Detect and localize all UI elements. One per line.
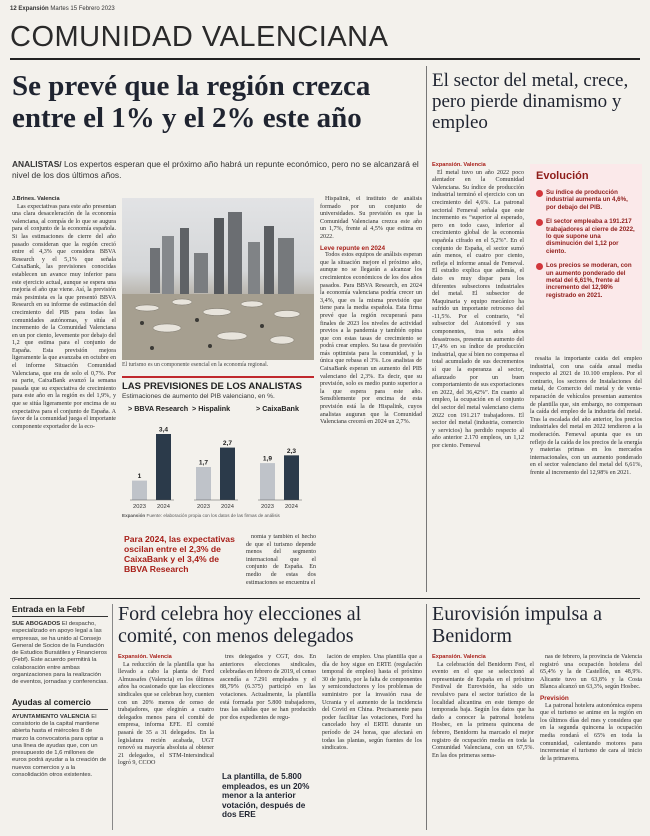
data-label: 2,3 (286, 447, 297, 455)
briefs-divider (112, 604, 113, 830)
column-divider (426, 66, 427, 592)
metal-col-1 (432, 162, 524, 592)
evolution-item-text: El sector empleaba a 191.217 trabajadores al cierre de 2022, lo que supone una disminución del 1,12 por ciento. (546, 218, 635, 255)
ford-col-2 (220, 654, 316, 768)
main-subhead (12, 159, 420, 180)
eurovision-col-2 (540, 654, 642, 830)
subhead-text: Los expertos esperan que el próximo año habrá un repunte económico, pero no se alcanzará el nivel de los dos últimos años. (12, 159, 419, 180)
chart-subtitle: Estimaciones de aumento del PIB valenciano, en %. (122, 393, 275, 400)
chart-source: Fuente: elaboración propia con los datos de las firmas de análisis (146, 513, 280, 518)
bar-chart (122, 402, 314, 512)
eurovision-subheading: Previsión (540, 694, 569, 702)
main-col-3-text-b: Todos estos equipos de análisis esperan que la situación mejore el próximo año, aunque no se llegarán a alcanzar los crecimientos económicos de los dos años pasados. Para BBVA Research, en 2024 la economía valenciana podría crecer un 3,4%, que es la misma previsión que tiene para la media española. Esta firma prevé que la región recuperará para finales de 2023 los niveles de actividad previos a la pandemia y también opina que con estas tasas de crecimiento se podrá crear empleo. Su tasa de previsión más optimista para la comunidad, y la única que rebasa el 3%. Los analistas de CaixaBank esperan un aumento del PIB valenciano del 2,3%. Es decir, que su previsión, solo es medio punto superior a la que espera para este año. Sensiblemente por encima de esta previsión está la de Hispalink, cuyos analistas auguran que la Comunidad Valenciana crecerá en 2024 un 2,7%. (320, 252, 422, 426)
eurovision-col-2-text: nas de febrero, la provincia de Valencia registró una ocupación hotelera del 65,4% y la de Castellón, un 48,9%. Alicante tuvo un 63,8% y la Costa Blanca alcanzó un 63,3%, según Hosbec. (540, 654, 642, 691)
ford-col-3-text: lación de empleo. Una plantilla que a día de hoy sigue en ERTE (regulación temporal de empleo) hasta el próximo 30 de junio, por la falta de componentes y semiconductores y los problemas de suministro por la invasión rusa de Ucrania y el aumento de la incidencia del Covid en China. Precisamente para poder facilitar las votaciones, Ford ha cancelado hoy el ERTE durante un período de 24 horas, que afectará en todas las plantas, según fuentes de los sindicatos. (322, 654, 422, 752)
eurovision-col-2-text-b: La patronal hotelera autonómica espera que el turismo se anime en la región en los últimos días del mes y considera que en la segunda quincena la ocupación media rondará el 65% en toda la comunidad, calentando motores para incrementar el turismo de cara al inicio de la primavera. (540, 702, 642, 762)
brief-febf-text: El despacho, especializado en apoyo legal a las empresas, se ha unido al Consejo General de Socios de la Fundación de Estudios Bursátiles y Financieros (Febf). Este acuerdo permitirá la colaboración entre ambas organizaciones para la realización de eventos, jornadas y conferencias. (12, 621, 108, 686)
bar (132, 481, 147, 500)
bar (196, 467, 211, 500)
tick-label: 2023 (261, 504, 274, 510)
issue-date: Martes 15 Febrero 2023 (50, 6, 115, 12)
brief-febf-lead: SUE ABOGADOS (12, 621, 61, 627)
bullet-dot-icon (536, 219, 543, 226)
eurovision-byline: Expansión. Valencia (432, 654, 486, 660)
kicker: ANALISTAS/ (12, 159, 62, 169)
main-col-3-text: Hispalink, el instituto de análisis formado por un conjunto de universidades. Su previsión es que la Comunidad Valenciana crezca este año un 1,7%, frente al 4,5% que estima en 2022. (320, 196, 422, 240)
data-label: 2,7 (222, 440, 233, 448)
brief-title-febf: Entrada en la Febf (12, 604, 108, 617)
headline-line-1: Se prevé que la región crezca (12, 70, 371, 102)
brief-febf (12, 621, 108, 687)
brief-ayudas (12, 714, 108, 780)
paper-name: Expansión (18, 6, 49, 12)
beach-photo (122, 198, 314, 360)
eurovision-headline: Eurovisión impulsa a Benidorm (432, 603, 602, 647)
section-title: COMUNIDAD VALENCIANA (10, 21, 389, 53)
main-col-3-subheading: Leve repunte en 2024 (320, 244, 386, 252)
evolution-title: Evolución (536, 170, 589, 182)
evolution-box (530, 164, 642, 350)
bar (156, 434, 171, 500)
chart-source-line (122, 513, 314, 518)
byline: J.Brines. Valencia (12, 196, 60, 202)
chart-box (122, 376, 314, 524)
main-col-1-text: Las expectativas para este año presentan una clara desaceleración de la economía valenciana, al compás de lo que se augura para el conjunto de la economía española. Si las estimaciones de cierre del año pasado consideran que la región creció entre el 4,3% que considera BBVA Research y el 5,1% que señala CaixaBank, las previsiones conocidas establecen un avance muy inferior para este ejercicio actual, aunque se espera una mejoría el año que viene. Así, la previsión más pesimista es la que presentó BBVA Research en su informe de estimación del crecimiento del PIB para todas las comunidades autónomas, y sitúa el incremento de la Comunidad Valenciana en un por ciento, levemente por debajo del 1,2 que estima para el conjunto de España. Esta previsión mejora ligeramente la que avanzaba en octubre en el informe Situación Comunidad Valenciana, que era de solo el 0,7%. Por su parte, CaixaBank avanzó la semana pasada que su expectativa de crecimiento para este año en la región es del 1,9%, y que se sitúa ligeramente por encima de su expectativa para el conjunto de España. A favor de la comunidad juega el importante componente exportador de la eco- (12, 203, 116, 430)
bar (284, 455, 299, 500)
data-label: 1,9 (262, 455, 273, 463)
tick-label: 2024 (285, 504, 298, 510)
metal-byline: Expansión. Valencia (432, 162, 486, 168)
main-col-1 (12, 196, 116, 506)
evolution-item (536, 262, 636, 299)
ford-col-2-text: tres delegados y CGT, dos. En anteriores elecciones sindicales, celebradas en febrero de 2019, el censo ascendía a 7.291 empleados y el 88,79% (6.375) participó en las votaciones. Actualmente, la plantilla está formada por 5.800 trabajadores, tras las salidas que se han producido por dos expedientes de regu- (220, 654, 316, 721)
metal-col-2-text: resalta la importante caída del empleo industrial, con una caída anual media respecto al 2021 de 10.100 empleos. Por el contrario, los sectores de Instalaciones del metal, de Comercio del metal y de venta-reparación de vehículos presentan aumentos de plantilla que, sin embargo, no compensan la caída del empleo de la industria del metal. Tras la escalada del año anterior, los precios industriales del metal en 2022 tendieron a la moderación. Femeval apunta que es un reflejo de la caída de los precios de la energía y materias primas en los mercados internacionales, con un aumento ponderado en el sector valenciano del metal del 6,61%, frente al incremento del 12,98% en 2021. (530, 356, 642, 476)
metal-col-2 (530, 356, 642, 592)
bottom-rule (10, 598, 640, 599)
ford-headline: Ford celebra hoy elecciones al comité, con menos delegados (118, 603, 362, 647)
header-rule (10, 58, 640, 60)
tick-label: 2024 (221, 504, 234, 510)
brief-title-ayudas: Ayudas al comercio (12, 697, 108, 710)
chart-source-tag: Expansión (122, 513, 146, 518)
ford-byline: Expansión. Valencia (118, 654, 172, 660)
data-label: 3,4 (158, 426, 169, 434)
chart-title: LAS PREVISIONES DE LOS ANALISTAS (122, 381, 302, 392)
metal-headline: El sector del metal, crece, pero pierde dinamismo y empleo (432, 70, 629, 133)
evolution-item-text: Los precios se moderan, con un aumento ponderado del metal del 6,61%, frente al incremento del 12,98% registrado en 2021. (546, 262, 632, 299)
brief-ayudas-text: El consistorio de la capital mantiene abierta hasta el miércoles 8 de marzo la convocatoria para optar a una línea de ayudas que, con un presupuesto de 1,6 millones de euros podrá ayudar a la creación de nuevos comercios y a la consolidación otros existentes. (12, 713, 107, 779)
legend-entry: > BBVA Research (128, 404, 189, 413)
ford-divider (426, 604, 427, 830)
page-number: 12 (10, 6, 17, 12)
main-col-2-tail (246, 534, 316, 592)
data-label: 1 (137, 473, 142, 481)
tick-label: 2023 (197, 504, 210, 510)
evolution-item (536, 189, 636, 211)
photo-illustration (122, 198, 314, 360)
brief-ayudas-lead: AYUNTAMIENTO VALENCIA (12, 713, 90, 720)
bar (260, 463, 275, 500)
main-headline (12, 70, 422, 134)
ford-col-1-text: La reducción de la plantilla que ha llevado a cabo la planta de Ford Almussafes (Valencia) en los últimos años ha ocasionado que las elecciones sindicales que se celebran hoy, cuenten con un 20% menos de censo de trabajadores, que elegirán a cuatro delegados menos para el comité de empresa, informa EFE. El comité pasará de 35 a 31 delegados. En la legislatura recién acabada, UGT renovó su mayoría absoluta al obtener 21 delegados, el STM-Intersindical logró 9, CCOO (118, 661, 214, 767)
ford-pullquote: La plantilla, de 5.800 empleados, es un 20% menor a la anterior votación, después de dos ERE (222, 772, 310, 820)
data-label: 1,7 (198, 459, 209, 467)
bar (220, 448, 235, 500)
metal-col-1-text: El metal tuvo un año 2022 poco alentador en la Comunidad Valenciana. Su índice de producción industrial terminó el ejercicio con un crecimiento del 4,6%. La patronal sectorial Femeval señala que este incremento es “superior al esperado, pero en todo caso, inferior al crecimiento global de la economía española cifrado en el 5,2%”. En el conjunto de España, el sector sumó aún menos, el cuatro por ciento, refleja el informe anual de Femeval. El estudio explica que además, el dato es muy dispar para los diferentes subsectores industriales del metal. El subsector de Maquinaria y equipo mecánico ha sufrido un importante retroceso del -11,5%. Por el contrario, “el subsector del Automóvil y sus componentes, tras seis años desastrosos, presenta un aumento del 17,4% en su índice de producción industrial, que sí bien no compensa el total acumulado de sus decrementos sí que la esperanza al sector, afianzado por un buen comportamiento de sus exportaciones en 2022, del 36,42%”. En cuanto al empleo, la ocupación en el conjunto del sector del metal valenciano cierra 2022 con 191.217 trabajadores. El sector del metal (industria, comercio y servicios) ha perdido respecto al año anterior 2.170 empleos, un 1,12 por ciento. Femeval (432, 169, 524, 449)
tick-label: 2023 (133, 504, 146, 510)
main-col-2-text: nomía y también el hecho de que el turismo depende menos del segmento internacional que el conjunto de España. En medio de estas dos estimaciones se encuentra el (246, 534, 316, 586)
page-header (10, 6, 115, 12)
main-pullquote: Para 2024, las expectativas oscilan entre el 2,3% de CaixaBank y el 3,4% de BBVA Research (124, 534, 235, 574)
bullet-dot-icon (536, 190, 543, 197)
briefs-column (12, 604, 108, 830)
eurovision-col-1 (432, 654, 534, 830)
photo-caption: El turismo es un componente esencial en la economía regional. (122, 362, 269, 368)
ford-col-3 (322, 654, 422, 830)
main-col-3 (320, 196, 422, 592)
eurovision-col-1-text: La celebración del Benidorm Fest, el evento en el que se seleccionó al representante de España en el próximo Festival de Eurovisión, ha sido un revulsivo para el sector turístico de la localidad alicantina en este tiempo de temporada baja. Según los datos que ha dado a conocer la patronal hotelera Hosbec, en la primera quincena de febrero, Benidorm ha marcado el mejor registro de ocupación media en toda la Comunidad Valenciana, con un 67,5%. En las dos primeras sema- (432, 661, 534, 759)
bullet-dot-icon (536, 263, 543, 270)
ford-col-1 (118, 654, 214, 830)
headline-line-2: entre el 1% y el 2% este año (12, 102, 362, 134)
legend-entry: > CaixaBank (256, 404, 299, 413)
evolution-item (536, 218, 636, 255)
legend-entry: > Hispalink (192, 404, 231, 413)
evolution-item-text: Su índice de producción industrial aumenta un 4,6%, por debajo del PIB. (546, 189, 628, 211)
tick-label: 2024 (157, 504, 170, 510)
